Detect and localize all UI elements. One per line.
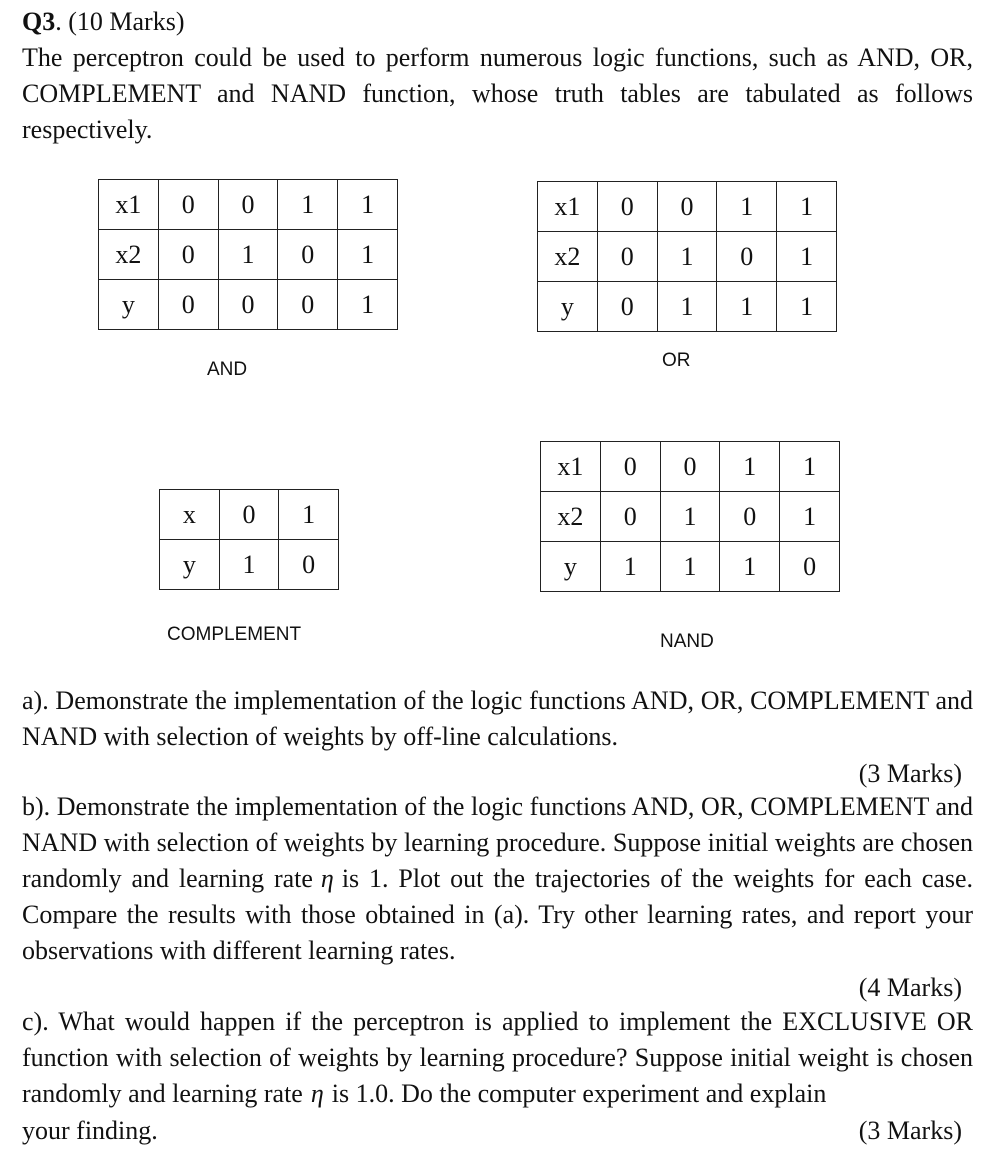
- part-b-text-before-eta: b). Demonstrate the implementation of the logic functions AND, OR, COMPLEMENT and NAND with selection of weights by learning procedure. Suppose initial weights are chosen randomly and learning rate: [22, 792, 973, 893]
- and-truth-table: [98, 179, 398, 330]
- table-row: [541, 492, 840, 542]
- intro-line-1: The perceptron could be used to perform numerous logic functions, such as AND, OR,: [22, 43, 973, 72]
- table-cell: x2: [99, 230, 159, 280]
- table-row: [99, 280, 398, 330]
- table-cell: x2: [538, 232, 598, 282]
- table-row: [160, 490, 339, 540]
- table-cell: 1: [717, 182, 777, 232]
- table-cell: 0: [158, 180, 218, 230]
- table-cell: 0: [597, 282, 657, 332]
- table-cell: 1: [338, 280, 398, 330]
- table-cell: 1: [660, 492, 720, 542]
- complement-truth-table: [159, 489, 339, 590]
- nand-table-body: [541, 442, 840, 592]
- table-cell: 1: [717, 282, 777, 332]
- table-cell: 1: [780, 442, 840, 492]
- table-cell: 0: [600, 442, 660, 492]
- table-row: [538, 282, 837, 332]
- table-cell: 1: [777, 182, 837, 232]
- table-cell: 0: [717, 232, 777, 282]
- table-cell: 1: [777, 282, 837, 332]
- table-cell: 0: [597, 182, 657, 232]
- table-cell: 1: [777, 232, 837, 282]
- table-cell: 1: [780, 492, 840, 542]
- table-cell: 0: [158, 230, 218, 280]
- complement-table-body: [160, 490, 339, 590]
- eta-symbol: η: [320, 864, 334, 893]
- table-cell: 0: [279, 540, 339, 590]
- table-cell: 1: [278, 180, 338, 230]
- table-cell: x2: [541, 492, 601, 542]
- table-cell: 0: [218, 280, 278, 330]
- table-cell: 0: [278, 280, 338, 330]
- table-cell: x1: [99, 180, 159, 230]
- table-row: [99, 180, 398, 230]
- table-cell: y: [99, 280, 159, 330]
- table-cell: 1: [219, 540, 279, 590]
- nand-table-label: NAND: [660, 631, 714, 652]
- table-cell: y: [160, 540, 220, 590]
- table-cell: x1: [538, 182, 598, 232]
- table-cell: 1: [338, 230, 398, 280]
- question-number: Q3: [22, 7, 56, 36]
- table-cell: 0: [780, 542, 840, 592]
- table-cell: 1: [657, 232, 717, 282]
- table-cell: 0: [219, 490, 279, 540]
- table-cell: 0: [657, 182, 717, 232]
- table-cell: 0: [158, 280, 218, 330]
- table-cell: x: [160, 490, 220, 540]
- complement-table-label: COMPLEMENT: [167, 624, 302, 645]
- question-heading: [22, 7, 185, 37]
- table-cell: y: [541, 542, 601, 592]
- part-b-paragraph: [22, 789, 973, 969]
- part-c-marks: (3 Marks): [858, 1116, 962, 1145]
- intro-line-3: respectively.: [22, 115, 153, 144]
- table-cell: 0: [660, 442, 720, 492]
- table-row: [541, 542, 840, 592]
- part-b-marks: (4 Marks): [858, 973, 962, 1002]
- part-c-finding-text: your finding.: [22, 1116, 158, 1145]
- and-table-body: [99, 180, 398, 330]
- table-row: [538, 182, 837, 232]
- eta-symbol: η: [310, 1079, 324, 1108]
- table-cell: 0: [720, 492, 780, 542]
- or-table-body: [538, 182, 837, 332]
- table-cell: 1: [720, 542, 780, 592]
- and-table-label: AND: [207, 359, 248, 380]
- table-cell: 1: [338, 180, 398, 230]
- table-cell: 1: [660, 542, 720, 592]
- question-number-suffix: .: [55, 7, 62, 36]
- table-cell: 0: [600, 492, 660, 542]
- table-cell: x1: [541, 442, 601, 492]
- table-row: [99, 230, 398, 280]
- intro-paragraph: [22, 40, 973, 148]
- part-c-text-before-eta: c). What would happen if the perceptron is applied to implement the EXCLUSIVE OR function with selection of weights by learning procedure? Suppose initial weight is chosen randomly and learning rate: [22, 1007, 973, 1108]
- table-cell: 1: [657, 282, 717, 332]
- table-cell: 0: [218, 180, 278, 230]
- table-row: [160, 540, 339, 590]
- table-cell: 1: [720, 442, 780, 492]
- part-b-text-after-eta: is 1. Plot out the trajectories of the weights for each case. Compare the results with those obtained in (a). Try other learning rates, and report your observations with different learning rates.: [22, 864, 973, 965]
- table-cell: 0: [597, 232, 657, 282]
- table-row: [538, 232, 837, 282]
- table-cell: 0: [278, 230, 338, 280]
- part-c-paragraph: [22, 1004, 973, 1112]
- table-cell: 1: [218, 230, 278, 280]
- part-a-text: a). Demonstrate the implementation of the logic functions AND, OR, COMPLEMENT and NAND with selection of weights by off-line calculations.: [22, 686, 973, 751]
- or-truth-table: [537, 181, 837, 332]
- intro-line-2: COMPLEMENT and NAND function, whose truth tables are tabulated as follows: [22, 79, 973, 108]
- nand-truth-table: [540, 441, 840, 592]
- or-table-label: OR: [662, 350, 691, 371]
- table-cell: y: [538, 282, 598, 332]
- table-cell: 1: [600, 542, 660, 592]
- part-c-text-after-eta: is 1.0. Do the computer experiment and explain: [331, 1079, 827, 1108]
- part-a-marks: (3 Marks): [858, 759, 962, 788]
- table-row: [541, 442, 840, 492]
- question-total-marks: (10 Marks): [68, 7, 185, 36]
- part-c-last-line: [22, 1114, 962, 1148]
- table-cell: 1: [279, 490, 339, 540]
